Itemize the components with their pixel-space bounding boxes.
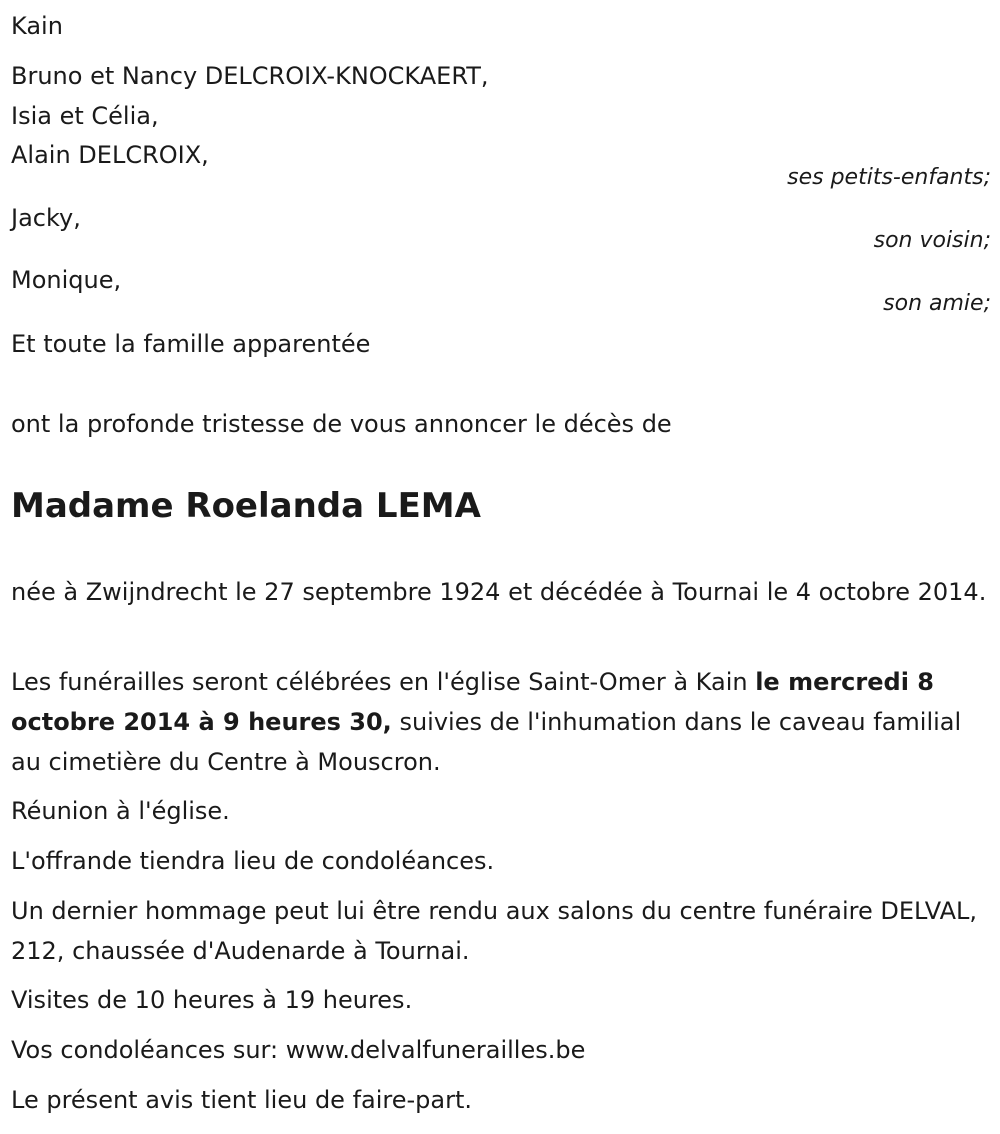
place-text: Kain [11,12,63,40]
announcement-text: ont la profonde tristesse de vous annoncer le décès de [11,410,672,438]
family-line-2: Isia et Célia, [11,102,159,130]
funeral-date: le mercredi 8 octobre 2014 à 9 heures 30, [11,668,934,736]
family-line-3: Alain DELCROIX, [11,141,209,169]
funeral-text-2: suivies de l'inhumation dans le caveau familial au cimetière du Centre à Mouscron. [11,708,962,776]
visits-text: Visites de 10 heures à 19 heures. [11,986,413,1014]
deceased-name: Madame Roelanda LEMA [11,486,481,526]
funeral-text-1: Les funérailles seront célébrées en l'église Saint-Omer à Kain [11,668,756,696]
birth-death-text: née à Zwijndrecht le 27 septembre 1924 et décédée à Tournai le 4 octobre 2014. [11,578,987,606]
offering-text: L'offrande tiendra lieu de condoléances. [11,847,495,875]
family-line-1: Bruno et Nancy DELCROIX-KNOCKAERT, [11,62,489,90]
role-grandchildren: ses petits-enfants; [787,165,991,190]
tribute-text: Un dernier hommage peut lui être rendu aux salons du centre funéraire DELVAL, 212, chaussée d'Audenarde à Tournai. [11,897,978,965]
funeral-paragraph [11,662,991,782]
notice-text: Le présent avis tient lieu de faire-part. [11,1086,473,1114]
neighbor-name: Jacky, [11,204,81,232]
role-neighbor: son voisin; [873,228,991,253]
role-friend: son amie; [883,291,991,316]
extended-family: Et toute la famille apparentée [11,330,371,358]
condolences-text: Vos condoléances sur: www.delvalfunerailles.be [11,1036,586,1064]
reunion-text: Réunion à l'église. [11,797,230,825]
friend-name: Monique, [11,266,122,294]
